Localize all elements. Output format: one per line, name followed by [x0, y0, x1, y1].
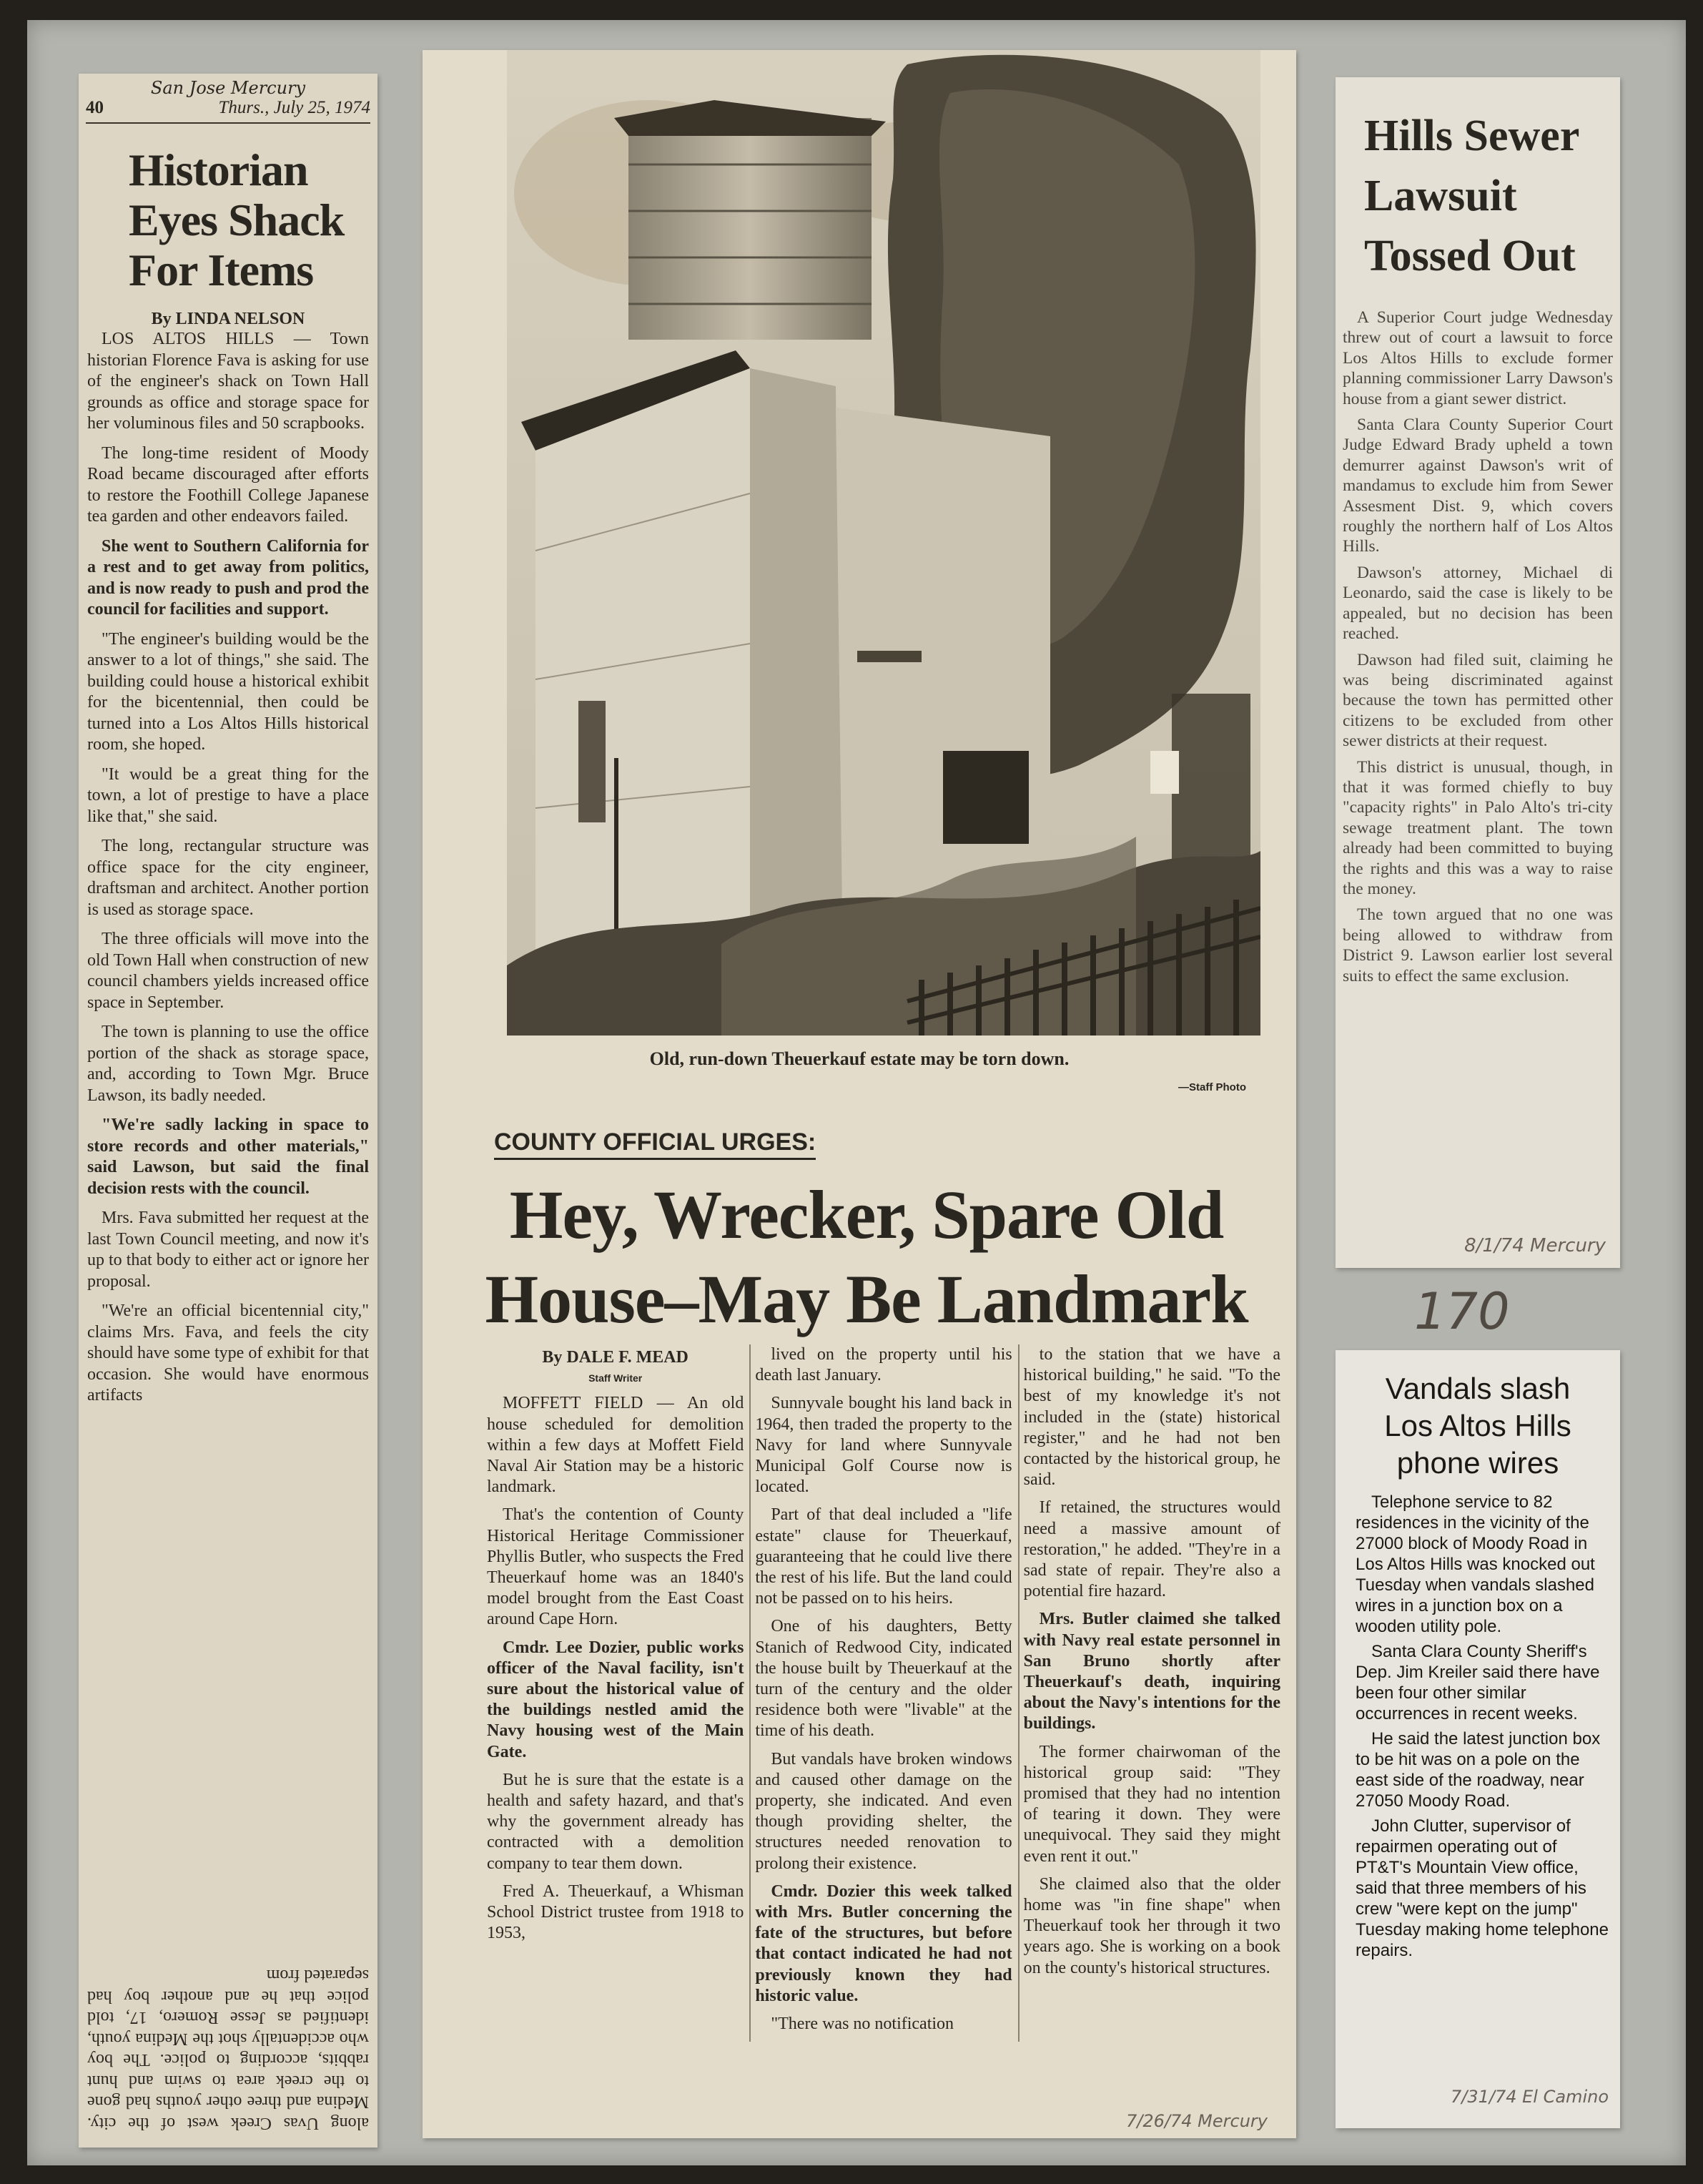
upside-down-text: along Uvas Creek west of the city. Medina and three other youths had gone to the creek area to swim and hunt rabbits, according to police. The boy who accidentally shot the Medina youth, identified as Jesse Romero, 17, told police that he and another boy had separated from: [87, 1966, 369, 2133]
headline-historian: Historian Eyes Shack For Items: [129, 144, 345, 295]
paragraph: The town argued that no one was being allowed to withdraw from District 9. Lawson earlier lost several suits to effect the same exclusion.: [1343, 905, 1613, 985]
photo-credit: —Staff Photo: [1178, 1081, 1246, 1093]
paragraph: Cmdr. Lee Dozier, public works officer of the Naval facility, isn't sure about the historical value of the buildings nestled amid the Navy housing west of the Main Gate.: [487, 1638, 744, 1761]
paragraph: The long, rectangular structure was office space for the city engineer, draftsman and architect. Another portion is used as storage space.: [87, 837, 369, 919]
paragraph: One of his daughters, Betty Stanich of Redwood City, indicated the house built by Theuerkauf at the turn of the century and the older residence both were "livable" at the time of his death.: [755, 1617, 1012, 1741]
handwritten-date: 7/26/74 Mercury: [1126, 2111, 1268, 2131]
paragraph: Telephone service to 82 residences in the vicinity of the 27000 block of Moody Road in Los Altos Hills was knocked out Tuesday when vandals slashed wires in a junction box on a wooden utility pole.: [1356, 1492, 1595, 1636]
paragraph: Fred A. Theuerkauf, a Whisman School District trustee from 1918 to 1953,: [487, 1882, 744, 1943]
paragraph: "We're an official bicentennial city," claims Mrs. Fava, and feels the city should have some type of exhibit for that occasion. She would have enormous artifacts: [87, 1302, 369, 1405]
article-body: [1336, 308, 1620, 986]
paragraph: Cmdr. Dozier this week talked with Mrs. Butler concerning the fate of the structures, but before that contact indicated he had not previously known they had historic value.: [755, 1882, 1012, 2005]
paragraph: Mrs. Butler claimed she talked with Navy real estate personnel in San Bruno shortly after Theuerkauf's death, inquiring about the Navy's intentions for the buildings.: [1023, 1610, 1280, 1733]
paragraph: MOFFETT FIELD — An old house scheduled for demolition within a few days at Moffett Field Naval Air Station may be a historic landmark.: [487, 1394, 744, 1497]
handwritten-date: 8/1/74 Mercury: [1464, 1235, 1606, 1256]
paragraph: The long-time resident of Moody Road became discouraged after efforts to restore the Foothill College Japanese tea garden and other endeavors failed.: [87, 443, 369, 526]
headline-sewer: Hills Sewer Lawsuit Tossed Out: [1364, 112, 1580, 280]
paragraph: She went to Southern California for a rest and to get away from politics, and is now ready to push and prod the council for facilities and support.: [87, 536, 369, 619]
clipping-phone-wires: [1336, 1350, 1620, 2128]
paragraph: Dawson's attorney, Michael di Leonardo, said the case is likely to be appealed, but no decision has been reached.: [1343, 563, 1613, 644]
scrapbook-page-number: 170: [1414, 1282, 1510, 1341]
paragraph: This district is unusual, though, in that it was formed chiefly to buy "capacity rights" in Palo Alto's tri-city sewage treatment plant. The town already had been committed to buying the rights and this was a way to raise the money.: [1343, 757, 1613, 898]
paragraph: But vandals have broken windows and caused other damage on the property, she indicated. And even though providing shelter, the structures needed renovation to prolong their existence.: [755, 1749, 1012, 1873]
column-2: [749, 1344, 1012, 2042]
photo-illustration: [507, 50, 1260, 1036]
paragraph: The three officials will move into the old Town Hall when construction of new council chambers yields increased office space in September.: [87, 930, 369, 1012]
paragraph: Dawson had filed suit, claiming he was being discriminated against because the town has permitted other citizens to be excluded from other sewer districts at their request.: [1343, 650, 1613, 751]
photo-caption: Old, run-down Theuerkauf estate may be torn down.: [649, 1048, 1070, 1069]
paragraph: A Superior Court judge Wednesday threw out of court a lawsuit to force Los Altos Hills to exclude former planning commissioner Larry Dawson's house from a giant sewer district.: [1343, 308, 1613, 408]
article-body: [79, 329, 377, 1407]
paragraph: Santa Clara County Sheriff's Dep. Jim Kreiler said there have been four other similar occurrences in recent weeks.: [1356, 1642, 1600, 1723]
issue-date: Thurs., July 25, 1974: [218, 98, 370, 117]
newspaper-masthead: San Jose Mercury: [150, 78, 306, 98]
photo-theuerkauf-estate: [507, 50, 1260, 1036]
paragraph: lived on the property until his death last January.: [755, 1345, 1012, 1385]
paragraph: "There was no notification: [771, 2015, 954, 2034]
article-columns: [487, 1344, 1280, 2042]
paragraph: He said the latest junction box to be hit was on a pole on the east side of the roadway, near 27050 Moody Road.: [1356, 1729, 1601, 1811]
scrapbook-page: [27, 20, 1686, 2165]
dateline: [86, 98, 370, 124]
paragraph: Mrs. Fava submitted her request at the last Town Council meeting, and now it's up to that body to either act or ignore her proposal.: [87, 1209, 369, 1291]
paragraph: John Clutter, supervisor of repairmen operating out of PT&T's Mountain View office, said that three members of his crew "were kept on the jump" Tuesday making home telephone repairs.: [1356, 1816, 1609, 1960]
clipping-wrecker: [423, 50, 1296, 2138]
paragraph: The town is planning to use the office portion of the shack as storage space, and, according to Town Mgr. Bruce Lawson, its badly needed.: [87, 1023, 369, 1105]
paragraph: "We're sadly lacking in space to store records and other materials," said Lawson, but said the final decision rests with the council.: [87, 1116, 369, 1198]
paragraph: Sunnyvale bought his land back in 1964, then traded the property to the Navy for land where Sunnyvale Municipal Golf Course now is located.: [755, 1394, 1012, 1497]
paragraph: If retained, the structures would need a massive amount of restoration," he added. "They're in a sad state of repair. They're also a potential fire hazard.: [1023, 1498, 1280, 1601]
paragraph: "The engineer's building would be the answer to a lot of things," she said. The building could house a historical exhibit for the bicentennial, then could be turned into a Los Altos Hills historical room, she hoped.: [87, 629, 369, 754]
paragraph: to the station that we have a historical building," he said. "To the best of my knowledge it's not included in the (state) historical register," and he had not ben contacted by the historical group, he said.: [1023, 1345, 1280, 1490]
clipping-historian: [79, 74, 377, 2148]
byline: By LINDA NELSON: [151, 310, 305, 328]
paragraph: LOS ALTOS HILLS — Town historian Florence Fava is asking for use of the engineer's shack on Town Hall grounds as office and storage space for her voluminous files and 50 scrapbooks.: [87, 330, 369, 433]
paragraph: Part of that deal included a "life estate" clause for Theuerkauf, guaranteeing that he could live there the rest of his life. But the land could not be passed on to his heirs.: [755, 1505, 1012, 1608]
headline-wrecker: Hey, Wrecker, Spare Old House–May Be Landmark: [485, 1176, 1248, 1337]
headline-phone-wires: Vandals slash Los Altos Hills phone wires: [1384, 1372, 1571, 1480]
column-1: [487, 1344, 744, 2042]
column-3: [1018, 1344, 1280, 2042]
page-number: 40: [86, 98, 104, 117]
clipping-sewer-lawsuit: [1336, 77, 1620, 1268]
byline: By DALE F. MEAD: [542, 1348, 688, 1367]
paragraph: The former chairwoman of the historical group said: "They promised that they had no intention of tearing it down. They were unequivocal. They said they might even rent it out.": [1023, 1742, 1280, 1866]
paragraph: "It would be a great thing for the town, a lot of prestige to have a place like that," she said.: [87, 764, 369, 826]
paragraph: She claimed also that the older home was "in fine shape" when Theuerkauf took her through it two years ago. She is working on a book on the county's historical structures.: [1023, 1874, 1280, 1977]
byline-title: Staff Writer: [588, 1372, 643, 1384]
paragraph: That's the contention of County Historical Heritage Commissioner Phyllis Butler, who suspects the Fred Theuerkauf home was an 1840's model brought from the East Coast around Cape Horn.: [487, 1505, 744, 1629]
kicker: COUNTY OFFICIAL URGES:: [494, 1128, 816, 1160]
paragraph: But he is sure that the estate is a health and safety hazard, and that's why the government already has contracted with a demolition company to tear them down.: [487, 1770, 744, 1873]
article-body: [1336, 1492, 1620, 1961]
handwritten-date: 7/31/74 El Camino: [1450, 2087, 1609, 2107]
paragraph: Santa Clara County Superior Court Judge Edward Brady upheld a town demurrer against Dawson's writ of mandamus to exclude him from Sewer Assesment Dist. 9, which covers roughly the northern half of Los Altos Hills.: [1343, 415, 1613, 556]
